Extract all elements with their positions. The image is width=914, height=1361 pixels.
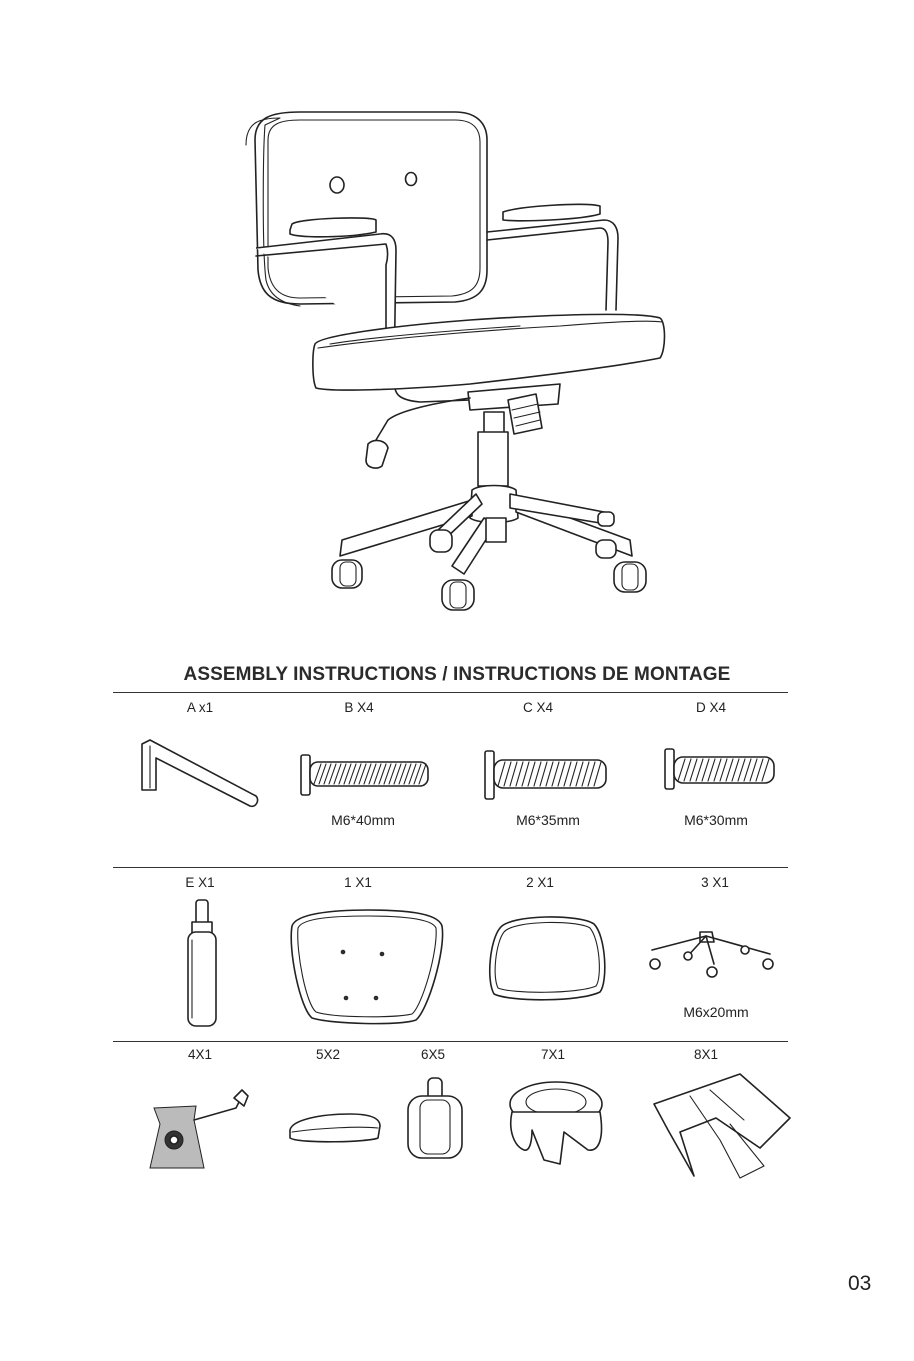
part-1-label: 1 X1 (344, 875, 372, 890)
part-4-label: 4X1 (187, 1047, 213, 1062)
part-b-dimension: M6*40mm (331, 812, 395, 828)
part-2-label: 2 X1 (526, 875, 554, 890)
part-d-label: D X4 (695, 700, 726, 715)
part-8-label: 8X1 (693, 1047, 719, 1062)
part-b-label: B X4 (344, 700, 374, 715)
part-7-label: 7X1 (540, 1047, 566, 1062)
page-number: 03 (848, 1272, 872, 1295)
part-6-label: 6X5 (420, 1047, 446, 1062)
part-3-dimension: M6x20mm (683, 1004, 749, 1020)
part-c-label: C X4 (522, 700, 553, 715)
part-d-dimension: M6*30mm (684, 812, 748, 828)
part-5-label: 5X2 (315, 1047, 341, 1062)
part-c-dimension: M6*35mm (516, 812, 580, 828)
part-a-label: A x1 (186, 700, 214, 715)
part-3-label: 3 X1 (701, 875, 729, 890)
part-e-label: E X1 (185, 875, 215, 890)
page-title: ASSEMBLY INSTRUCTIONS / INSTRUCTIONS DE MONTAGE (183, 664, 731, 685)
